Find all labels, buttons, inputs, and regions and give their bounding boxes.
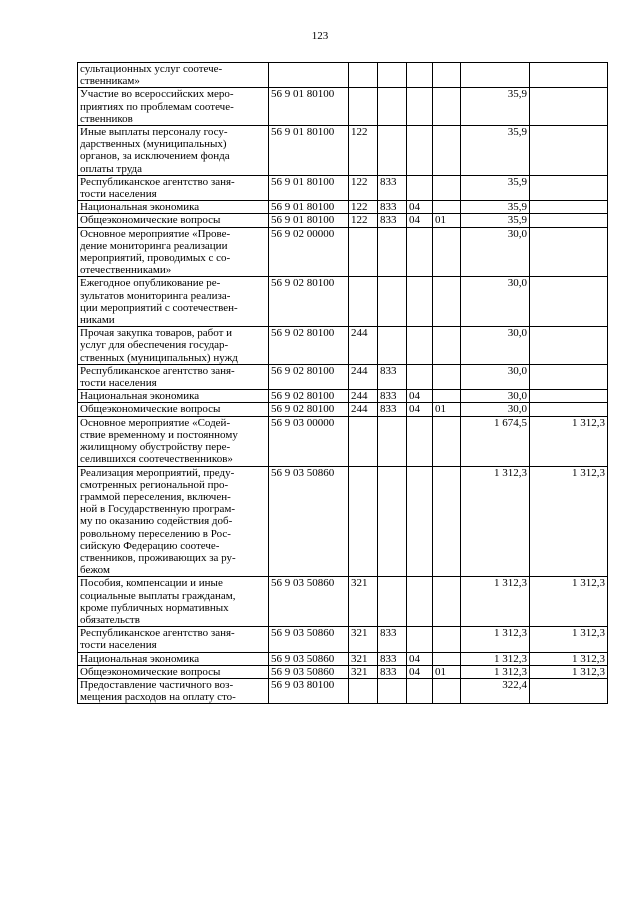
amount-cell: 30,0 xyxy=(461,390,530,403)
target-article-cell: 56 9 01 80100 xyxy=(269,175,349,200)
administrator-code-cell xyxy=(378,126,407,176)
section-cell xyxy=(407,277,433,327)
section-cell: 04 xyxy=(407,201,433,214)
subsection-cell xyxy=(433,652,461,665)
section-cell xyxy=(407,175,433,200)
federal-amount-cell xyxy=(530,88,608,126)
amount-cell: 30,0 xyxy=(461,364,530,389)
amount-cell: 30,0 xyxy=(461,227,530,277)
table-row xyxy=(78,327,608,365)
subsection-cell: 01 xyxy=(433,214,461,227)
federal-amount-cell xyxy=(530,678,608,703)
target-article-cell: 56 9 03 00000 xyxy=(269,416,349,466)
section-cell xyxy=(407,126,433,176)
table-row xyxy=(78,175,608,200)
amount-cell: 30,0 xyxy=(461,277,530,327)
table-row xyxy=(78,88,608,126)
subsection-cell xyxy=(433,627,461,652)
federal-amount-cell xyxy=(530,175,608,200)
item-name-cell: Ежегодное опубликование ре- зультатов мониторинга реализа- ции мероприятий с соотечествен- никами xyxy=(78,277,269,327)
federal-amount-cell: 1 312,3 xyxy=(530,652,608,665)
target-article-cell: 56 9 03 80100 xyxy=(269,678,349,703)
target-article-cell: 56 9 01 80100 xyxy=(269,201,349,214)
table-row xyxy=(78,227,608,277)
amount-cell: 30,0 xyxy=(461,327,530,365)
administrator-code-cell xyxy=(378,577,407,627)
section-cell xyxy=(407,678,433,703)
page-number: 123 xyxy=(311,30,329,42)
administrator-code-cell: 833 xyxy=(378,627,407,652)
federal-amount-cell xyxy=(530,227,608,277)
target-article-cell: 56 9 02 80100 xyxy=(269,277,349,327)
target-article-cell: 56 9 01 80100 xyxy=(269,214,349,227)
target-article-cell: 56 9 03 50860 xyxy=(269,577,349,627)
federal-amount-cell xyxy=(530,364,608,389)
section-cell xyxy=(407,466,433,577)
table-row xyxy=(78,665,608,678)
subsection-cell xyxy=(433,678,461,703)
subsection-cell xyxy=(433,327,461,365)
administrator-code-cell xyxy=(378,63,407,88)
federal-amount-cell: 1 312,3 xyxy=(530,577,608,627)
administrator-code-cell xyxy=(378,416,407,466)
subsection-cell xyxy=(433,175,461,200)
federal-amount-cell: 1 312,3 xyxy=(530,466,608,577)
item-name-cell: Общеэкономические вопросы xyxy=(78,665,269,678)
expense-type-cell: 244 xyxy=(349,327,378,365)
subsection-cell xyxy=(433,577,461,627)
target-article-cell: 56 9 01 80100 xyxy=(269,126,349,176)
expense-type-cell xyxy=(349,416,378,466)
section-cell xyxy=(407,88,433,126)
amount-cell: 30,0 xyxy=(461,403,530,416)
expense-type-cell: 244 xyxy=(349,364,378,389)
target-article-cell: 56 9 02 00000 xyxy=(269,227,349,277)
section-cell xyxy=(407,364,433,389)
table-row xyxy=(78,466,608,577)
amount-cell: 1 312,3 xyxy=(461,577,530,627)
section-cell: 04 xyxy=(407,652,433,665)
amount-cell xyxy=(461,63,530,88)
section-cell xyxy=(407,227,433,277)
administrator-code-cell: 833 xyxy=(378,175,407,200)
expense-type-cell xyxy=(349,88,378,126)
expense-type-cell: 321 xyxy=(349,652,378,665)
item-name-cell: Прочая закупка товаров, работ и услуг для обеспечения государ- ственных (муниципальных) нужд xyxy=(78,327,269,365)
section-cell xyxy=(407,416,433,466)
subsection-cell: 01 xyxy=(433,665,461,678)
section-cell: 04 xyxy=(407,665,433,678)
item-name-cell: Республиканское агентство заня- тости населения xyxy=(78,175,269,200)
target-article-cell: 56 9 03 50860 xyxy=(269,466,349,577)
target-article-cell: 56 9 02 80100 xyxy=(269,390,349,403)
expense-type-cell xyxy=(349,63,378,88)
subsection-cell xyxy=(433,63,461,88)
administrator-code-cell xyxy=(378,227,407,277)
table-row xyxy=(78,63,608,88)
table-row xyxy=(78,364,608,389)
amount-cell: 35,9 xyxy=(461,126,530,176)
administrator-code-cell xyxy=(378,88,407,126)
item-name-cell: Основное мероприятие «Содей- ствие временному и постоянному жилищному обустройству пере- селившихся соотечественников» xyxy=(78,416,269,466)
amount-cell: 322,4 xyxy=(461,678,530,703)
target-article-cell: 56 9 03 50860 xyxy=(269,665,349,678)
federal-amount-cell xyxy=(530,327,608,365)
table-row xyxy=(78,627,608,652)
target-article-cell: 56 9 02 80100 xyxy=(269,364,349,389)
item-name-cell: Общеэкономические вопросы xyxy=(78,403,269,416)
section-cell xyxy=(407,627,433,652)
amount-cell: 1 312,3 xyxy=(461,652,530,665)
expense-type-cell xyxy=(349,277,378,327)
item-name-cell: Иные выплаты персоналу госу- дарственных (муниципальных) органов, за исключением фонда оплаты труда xyxy=(78,126,269,176)
administrator-code-cell xyxy=(378,327,407,365)
federal-amount-cell xyxy=(530,63,608,88)
administrator-code-cell xyxy=(378,277,407,327)
table-row xyxy=(78,214,608,227)
federal-amount-cell xyxy=(530,390,608,403)
administrator-code-cell: 833 xyxy=(378,403,407,416)
subsection-cell xyxy=(433,201,461,214)
expense-type-cell: 122 xyxy=(349,126,378,176)
item-name-cell: Реализация мероприятий, преду- смотренных региональной про- граммой переселения, включен- ной в Государственную програм- му по оказанию содействия доб- ровольному переселению в Рос- сийскую Федерацию соотече- ственников, проживающих за ру- бежом xyxy=(78,466,269,577)
amount-cell: 1 312,3 xyxy=(461,466,530,577)
expense-type-cell: 244 xyxy=(349,390,378,403)
expense-type-cell: 122 xyxy=(349,201,378,214)
target-article-cell: 56 9 03 50860 xyxy=(269,627,349,652)
subsection-cell: 01 xyxy=(433,403,461,416)
expense-type-cell: 321 xyxy=(349,627,378,652)
subsection-cell xyxy=(433,277,461,327)
item-name-cell: Национальная экономика xyxy=(78,652,269,665)
amount-cell: 1 674,5 xyxy=(461,416,530,466)
amount-cell: 35,9 xyxy=(461,88,530,126)
table-body xyxy=(78,63,608,704)
table-row xyxy=(78,126,608,176)
subsection-cell xyxy=(433,390,461,403)
item-name-cell: Национальная экономика xyxy=(78,201,269,214)
target-article-cell xyxy=(269,63,349,88)
item-name-cell: Республиканское агентство заня- тости населения xyxy=(78,364,269,389)
section-cell: 04 xyxy=(407,403,433,416)
subsection-cell xyxy=(433,416,461,466)
section-cell xyxy=(407,577,433,627)
item-name-cell: Основное мероприятие «Прове- дение мониторинга реализации мероприятий, проводимых с со- отечественниками» xyxy=(78,227,269,277)
section-cell xyxy=(407,327,433,365)
administrator-code-cell xyxy=(378,466,407,577)
federal-amount-cell xyxy=(530,277,608,327)
expense-type-cell: 321 xyxy=(349,577,378,627)
amount-cell: 35,9 xyxy=(461,214,530,227)
expense-type-cell: 122 xyxy=(349,175,378,200)
table-row xyxy=(78,678,608,703)
amount-cell: 35,9 xyxy=(461,175,530,200)
expense-type-cell: 122 xyxy=(349,214,378,227)
item-name-cell: Пособия, компенсации и иные социальные выплаты гражданам, кроме публичных нормативных обязательств xyxy=(78,577,269,627)
item-name-cell: Предоставление частичного воз- мещения расходов на оплату сто- xyxy=(78,678,269,703)
item-name-cell: Национальная экономика xyxy=(78,390,269,403)
subsection-cell xyxy=(433,364,461,389)
target-article-cell: 56 9 02 80100 xyxy=(269,327,349,365)
target-article-cell: 56 9 02 80100 xyxy=(269,403,349,416)
table-row xyxy=(78,577,608,627)
table-row xyxy=(78,277,608,327)
amount-cell: 35,9 xyxy=(461,201,530,214)
administrator-code-cell: 833 xyxy=(378,201,407,214)
table-row xyxy=(78,403,608,416)
expense-type-cell xyxy=(349,466,378,577)
federal-amount-cell xyxy=(530,126,608,176)
subsection-cell xyxy=(433,227,461,277)
subsection-cell xyxy=(433,126,461,176)
administrator-code-cell: 833 xyxy=(378,665,407,678)
administrator-code-cell xyxy=(378,678,407,703)
item-name-cell: Республиканское агентство заня- тости населения xyxy=(78,627,269,652)
table-row xyxy=(78,416,608,466)
section-cell: 04 xyxy=(407,214,433,227)
table-row xyxy=(78,652,608,665)
section-cell: 04 xyxy=(407,390,433,403)
table-row xyxy=(78,390,608,403)
expense-type-cell xyxy=(349,678,378,703)
federal-amount-cell: 1 312,3 xyxy=(530,665,608,678)
federal-amount-cell: 1 312,3 xyxy=(530,416,608,466)
subsection-cell xyxy=(433,466,461,577)
budget-table xyxy=(77,62,608,704)
federal-amount-cell: 1 312,3 xyxy=(530,627,608,652)
target-article-cell: 56 9 01 80100 xyxy=(269,88,349,126)
federal-amount-cell xyxy=(530,201,608,214)
administrator-code-cell: 833 xyxy=(378,390,407,403)
administrator-code-cell: 833 xyxy=(378,652,407,665)
federal-amount-cell xyxy=(530,214,608,227)
amount-cell: 1 312,3 xyxy=(461,665,530,678)
item-name-cell: Участие во всероссийских меро- приятиях по проблемам соотече- ственников xyxy=(78,88,269,126)
expense-type-cell xyxy=(349,227,378,277)
amount-cell: 1 312,3 xyxy=(461,627,530,652)
expense-type-cell: 321 xyxy=(349,665,378,678)
target-article-cell: 56 9 03 50860 xyxy=(269,652,349,665)
table-row xyxy=(78,201,608,214)
federal-amount-cell xyxy=(530,403,608,416)
item-name-cell: сультационных услуг соотече- ственникам» xyxy=(78,63,269,88)
section-cell xyxy=(407,63,433,88)
item-name-cell: Общеэкономические вопросы xyxy=(78,214,269,227)
subsection-cell xyxy=(433,88,461,126)
administrator-code-cell: 833 xyxy=(378,364,407,389)
expense-type-cell: 244 xyxy=(349,403,378,416)
administrator-code-cell: 833 xyxy=(378,214,407,227)
